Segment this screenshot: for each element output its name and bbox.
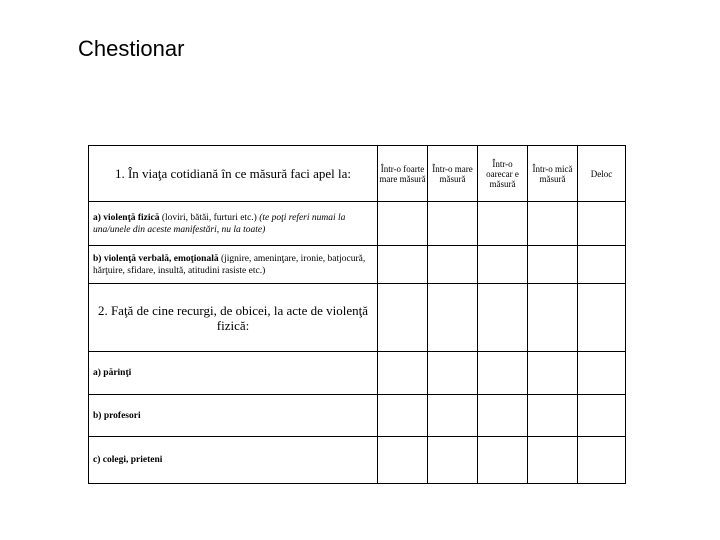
q1-option-a-note: (te poţi referi numai la una/unele din aceste manifestări, nu la toate) [93, 212, 346, 235]
answer-cell[interactable] [478, 246, 528, 284]
page-title: Chestionar [78, 36, 185, 61]
answer-cell[interactable] [478, 395, 528, 437]
answer-cell[interactable] [478, 202, 528, 246]
answer-cell[interactable] [428, 202, 478, 246]
answer-cell[interactable] [378, 202, 428, 246]
answer-cell[interactable] [528, 395, 578, 437]
answer-cell[interactable] [428, 395, 478, 437]
answer-cell[interactable] [528, 246, 578, 284]
answer-cell[interactable] [378, 395, 428, 437]
table-row [89, 284, 626, 352]
answer-cell [378, 284, 428, 352]
header-row [89, 146, 626, 202]
answer-cell[interactable] [428, 352, 478, 395]
answer-cell[interactable] [378, 437, 428, 484]
answer-cell [478, 284, 528, 352]
q2-option-b [89, 395, 378, 437]
table-row [89, 202, 626, 246]
answer-cell[interactable] [378, 352, 428, 395]
answer-cell[interactable] [478, 437, 528, 484]
q1-option-a [89, 202, 378, 246]
q2-option-a-label: a) părinţi [93, 368, 132, 378]
answer-cell[interactable] [428, 437, 478, 484]
q2-option-b-label: b) profesori [93, 410, 141, 421]
scale-header-not-at-all: Deloc [578, 146, 626, 202]
answer-cell[interactable] [578, 395, 626, 437]
table-row [89, 352, 626, 395]
table-row [89, 395, 626, 437]
q1-option-a-detail: (loviri, bătăi, furturi etc.) [159, 212, 260, 223]
answer-cell[interactable] [578, 437, 626, 484]
answer-cell[interactable] [528, 202, 578, 246]
answer-cell[interactable] [528, 437, 578, 484]
answer-cell [578, 284, 626, 352]
answer-cell[interactable] [578, 202, 626, 246]
scale-header-very-much: Într-o foarte mare măsură [378, 146, 428, 202]
q1-option-b [89, 246, 378, 284]
scale-header-little: Într-o mică măsură [528, 146, 578, 202]
scale-header-much: Într-o mare măsură [428, 146, 478, 202]
questionnaire-table [88, 145, 626, 484]
q1-option-b-detail: (jignire, ameninţare, ironie, batjocură, hărţuire, sfidare, insultă, atitudini rasiste etc.) [93, 253, 366, 276]
answer-cell [528, 284, 578, 352]
q2-option-c-label: c) colegi, prieteni [93, 455, 163, 465]
answer-cell[interactable] [578, 352, 626, 395]
answer-cell[interactable] [478, 352, 528, 395]
table-row [89, 437, 626, 484]
answer-cell[interactable] [428, 246, 478, 284]
q1-option-a-label: a) violenţă fizică [93, 212, 160, 223]
answer-cell[interactable] [378, 246, 428, 284]
question-2-text: 2. Faţă de cine recurgi, de obicei, la acte de violenţă fizică: [89, 284, 378, 352]
scale-header-somewhat: Într-o oarecar e măsură [478, 146, 528, 202]
answer-cell[interactable] [528, 352, 578, 395]
answer-cell [428, 284, 478, 352]
q2-option-a [89, 352, 378, 395]
q1-option-b-label: b) violenţă verbală, emoţională [93, 253, 219, 264]
answer-cell[interactable] [578, 246, 626, 284]
question-1-text: 1. În viaţa cotidiană în ce măsură faci apel la: [89, 146, 378, 202]
q2-option-c [89, 437, 378, 484]
table-row [89, 246, 626, 284]
